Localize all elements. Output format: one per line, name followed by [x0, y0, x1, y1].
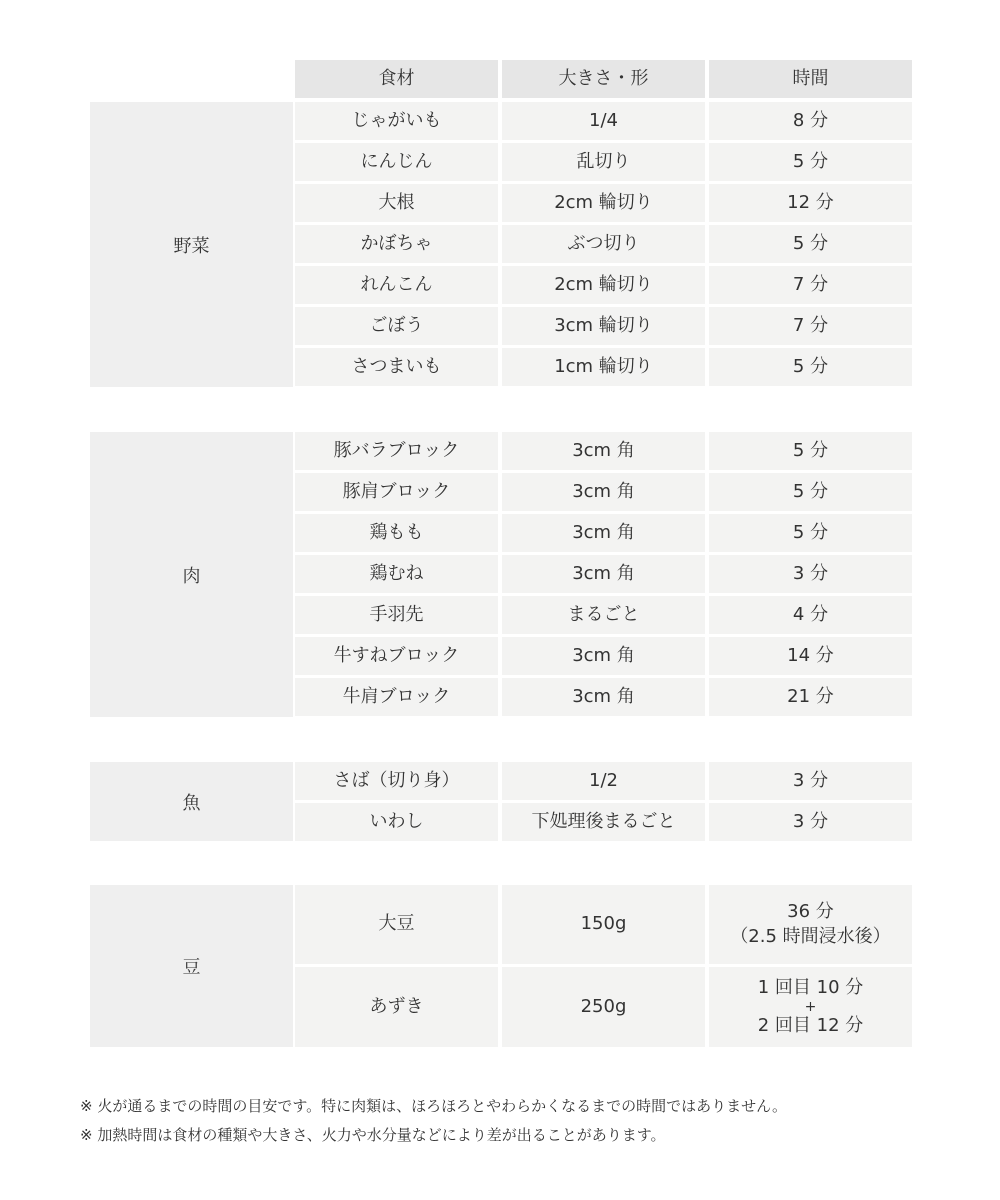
header-ingredient: 食材	[295, 60, 498, 98]
time-cell	[709, 967, 912, 1047]
footnote: ※ 火が通るまでの時間の目安です。特に肉類は、ほろほろとやわらかくなるまでの時間ではありません。	[80, 1097, 788, 1115]
ingredient-cell: さつまいも	[295, 348, 498, 386]
table-row	[295, 348, 912, 386]
size-cell: 150g	[502, 885, 705, 964]
time-cell: 3 分	[709, 803, 912, 841]
time-line-2: （2.5 時間浸水後）	[730, 925, 891, 947]
size-cell: 2cm 輪切り	[502, 266, 705, 304]
size-cell: 2cm 輪切り	[502, 184, 705, 222]
size-cell: 乱切り	[502, 143, 705, 181]
ingredient-cell: 鶏むね	[295, 555, 498, 593]
time-cell: 5 分	[709, 348, 912, 386]
size-cell: 3cm 角	[502, 555, 705, 593]
table-row	[295, 266, 912, 304]
ingredient-cell: かぼちゃ	[295, 225, 498, 263]
time-cell: 14 分	[709, 637, 912, 675]
ingredient-cell: じゃがいも	[295, 102, 498, 140]
ingredient-cell: ごぼう	[295, 307, 498, 345]
size-cell: 250g	[502, 967, 705, 1047]
table-row	[295, 473, 912, 511]
time-cell: 5 分	[709, 432, 912, 470]
time-cell	[709, 885, 912, 964]
time-cell: 3 分	[709, 762, 912, 800]
ingredient-cell: 牛肩ブロック	[295, 678, 498, 716]
table-row	[295, 762, 912, 800]
time-cell: 3 分	[709, 555, 912, 593]
ingredient-cell: 手羽先	[295, 596, 498, 634]
ingredient-cell: 牛すねブロック	[295, 637, 498, 675]
ingredient-cell: 豚肩ブロック	[295, 473, 498, 511]
size-cell: 3cm 輪切り	[502, 307, 705, 345]
size-cell: 3cm 角	[502, 473, 705, 511]
size-cell: 1cm 輪切り	[502, 348, 705, 386]
table-row	[295, 432, 912, 470]
table-row	[295, 143, 912, 181]
size-cell: 1/4	[502, 102, 705, 140]
time-line-2: 2 回目 12 分	[757, 1015, 864, 1036]
header-time: 時間	[709, 60, 912, 98]
time-cell: 5 分	[709, 514, 912, 552]
table-row	[295, 967, 912, 1047]
size-cell: 3cm 角	[502, 678, 705, 716]
header-size-shape: 大きさ・形	[502, 60, 705, 98]
table-row	[295, 637, 912, 675]
table-row	[295, 803, 912, 841]
time-cell: 5 分	[709, 473, 912, 511]
time-cell: 4 分	[709, 596, 912, 634]
table-row	[295, 102, 912, 140]
category-label: 肉	[90, 432, 293, 717]
time-cell: 8 分	[709, 102, 912, 140]
time-cell: 7 分	[709, 266, 912, 304]
size-cell: ぶつ切り	[502, 225, 705, 263]
time-line-1: 1 回目 10 分	[757, 976, 864, 998]
size-cell: まるごと	[502, 596, 705, 634]
table-row	[295, 678, 912, 716]
table-row	[295, 184, 912, 222]
ingredient-cell: れんこん	[295, 266, 498, 304]
table-row	[295, 225, 912, 263]
ingredient-cell: 大根	[295, 184, 498, 222]
table-row	[295, 514, 912, 552]
table-row	[295, 307, 912, 345]
ingredient-cell: にんじん	[295, 143, 498, 181]
size-cell: 下処理後まるごと	[502, 803, 705, 841]
size-cell: 3cm 角	[502, 514, 705, 552]
ingredient-cell: いわし	[295, 803, 498, 841]
time-cell: 7 分	[709, 307, 912, 345]
ingredient-cell: 鶏もも	[295, 514, 498, 552]
time-line-1: 36 分	[787, 901, 834, 923]
ingredient-cell: 豚バラブロック	[295, 432, 498, 470]
ingredient-cell: さば（切り身）	[295, 762, 498, 800]
time-cell: 12 分	[709, 184, 912, 222]
category-label: 魚	[90, 762, 293, 841]
table-header	[295, 60, 912, 98]
ingredient-cell: 大豆	[295, 885, 498, 964]
category-label: 豆	[90, 885, 293, 1047]
size-cell: 3cm 角	[502, 432, 705, 470]
time-cell: 5 分	[709, 143, 912, 181]
ingredient-cell: あずき	[295, 967, 498, 1047]
footnotes	[80, 1092, 787, 1150]
category-label: 野菜	[90, 102, 293, 387]
size-cell: 1/2	[502, 762, 705, 800]
table-row	[295, 596, 912, 634]
table-row	[295, 885, 912, 964]
size-cell: 3cm 角	[502, 637, 705, 675]
footnote: ※ 加熱時間は食材の種類や大きさ、火力や水分量などにより差が出ることがあります。	[80, 1126, 666, 1144]
time-cell: 21 分	[709, 678, 912, 716]
table-row	[295, 555, 912, 593]
time-cell: 5 分	[709, 225, 912, 263]
plus-sign: +	[804, 999, 817, 1015]
